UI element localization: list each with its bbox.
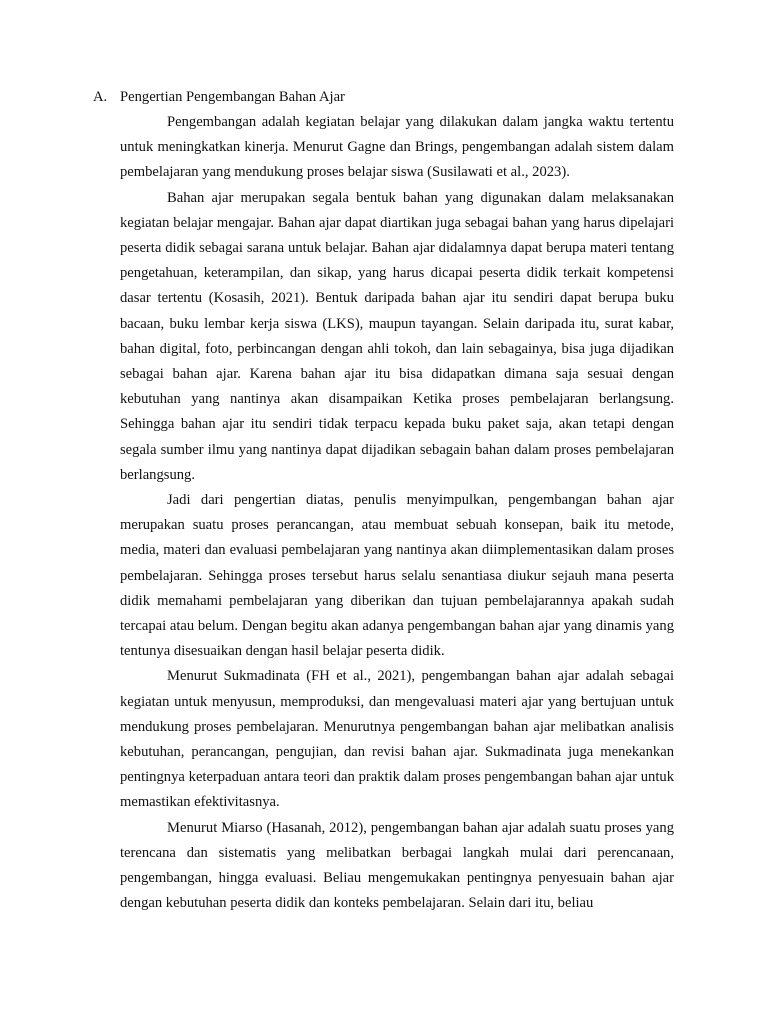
paragraph-3: Jadi dari pengertian diatas, penulis menyimpulkan, pengembangan bahan ajar merupakan suatu proses perancangan, atau membuat sebuah konsepan, baik itu metode, media, materi dan evaluasi pembelajaran yang nantinya akan diimplementasikan dalam proses pembelajaran. Sehingga proses tersebut harus selalu senantiasa diukur sejauh mana peserta didik memahami pembelajaran yang diberikan dan tujuan pembelajarannya apakah sudah tercapai atau belum. Dengan begitu akan adanya pengembangan bahan ajar yang dinamis yang tentunya disesuaikan dengan hasil belajar peserta didik. <box>120 492 674 660</box>
paragraph-5: Menurut Miarso (Hasanah, 2012), pengembangan bahan ajar adalah suatu proses yang terencana dan sistematis yang melibatkan berbagai langkah mulai dari perencanaan, pengembangan, hingga evaluasi. Beliau mengemukakan pentingnya penyesuain bahan ajar dengan kebutuhan peserta didik dan konteks pembelajaran. Selain dari itu, beliau <box>120 819 674 912</box>
section-number: A. <box>93 89 108 105</box>
paragraph-4: Menurut Sukmadinata (FH et al., 2021), pengembangan bahan ajar adalah sebagai kegiatan untuk menyusun, memproduksi, dan mengevaluasi materi ajar yang bertujuan untuk mendukung proses pembelajaran. Menurutnya pengembangan bahan ajar melibatkan analisis kebutuhan, perancangan, pengujian, dan revisi bahan ajar. Sukmadinata juga menekankan pentingnya keterpaduan antara teori dan praktik dalam proses pengembangan bahan ajar untuk memastikan efektivitasnya. <box>120 668 674 811</box>
section-heading <box>93 87 345 107</box>
paragraph-1: Pengembangan adalah kegiatan belajar yang dilakukan dalam jangka waktu tertentu untuk meningkatkan kinerja. Menurut Gagne dan Brings, pengembangan adalah sistem dalam pembelajaran yang mendukung proses belajar siswa (Susilawati et al., 2023). <box>120 114 674 181</box>
paragraph-2: Bahan ajar merupakan segala bentuk bahan yang digunakan dalam melaksanakan kegiatan belajar mengajar. Bahan ajar dapat diartikan juga sebagai bahan yang harus dipelajari peserta didik sebagai sarana untuk belajar. Bahan ajar didalamnya dapat berupa materi tentang pengetahuan, keterampilan, dan sikap, yang harus dicapai peserta didik terkait kompetensi dasar tertentu (Kosasih, 2021). Bentuk daripada bahan ajar itu sendiri dapat berupa buku bacaan, buku lembar kerja siswa (LKS), maupun tayangan. Selain daripada itu, surat kabar, bahan digital, foto, perbincangan dengan ahli tokoh, dan lain sebagainya, bisa juga dijadikan sebagai bahan ajar. Karena bahan ajar itu bisa didapatkan dimana saja sesuai dengan kebutuhan yang nantinya akan disampaikan Ketika proses pembelajaran berlangsung. Sehingga bahan ajar itu sendiri tidak terpacu kepada buku paket saja, akan tetapi dengan segala sumber ilmu yang nantinya dapat dijadikan sebagain bahan dalam proses pembelajaran berlangsung. <box>120 189 674 483</box>
section-title: Pengertian Pengembangan Bahan Ajar <box>120 89 345 105</box>
section-body <box>120 110 674 917</box>
